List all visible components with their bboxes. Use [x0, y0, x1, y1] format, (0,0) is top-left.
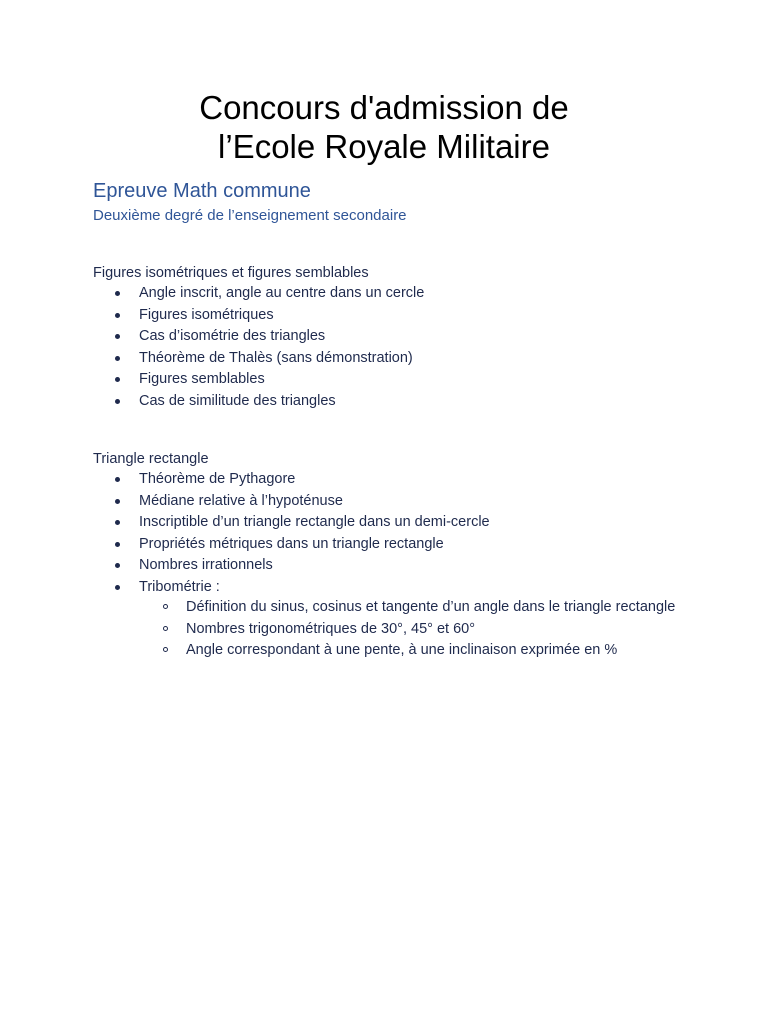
list-item-text: Figures semblables	[139, 371, 265, 387]
section-figures	[93, 263, 683, 412]
list-item-text: Cas de similitude des triangles	[139, 392, 336, 409]
bullet-icon	[115, 334, 120, 339]
bullet-icon	[115, 399, 120, 404]
list-item-text: Inscriptible d’un triangle rectangle dans un demi-cercle	[139, 514, 490, 530]
circle-bullet-icon	[163, 626, 168, 631]
list-item	[93, 555, 683, 577]
list-item-text: Nombres irrationnels	[139, 557, 273, 573]
list-item	[93, 305, 683, 327]
section-title: Triangle rectangle	[93, 451, 209, 467]
list-item-text: Médiane relative à l’hypoténuse	[139, 492, 343, 509]
section-title: Figures isométriques et figures semblables	[93, 265, 369, 281]
list-item	[93, 391, 683, 413]
title-line-2: l’Ecole Royale Militaire	[218, 128, 550, 165]
list-item	[93, 577, 683, 660]
circle-bullet-icon	[163, 604, 168, 609]
list-item	[93, 512, 683, 534]
list-item	[93, 326, 683, 348]
circle-bullet-icon	[163, 647, 168, 652]
sub-list	[93, 598, 683, 659]
bullet-icon	[115, 563, 120, 568]
sub-list-item-text: Nombres trigonométriques de 30°, 45° et 60°	[186, 620, 476, 637]
bullet-icon	[115, 477, 120, 482]
list-item-text: Théorème de Thalès (sans démonstration)	[139, 349, 413, 366]
bullet-icon	[115, 499, 120, 504]
bullet-icon	[115, 520, 120, 525]
list-item	[93, 369, 683, 391]
sub-list-item-text: Angle correspondant à une pente, à une inclinaison exprimée en %	[186, 642, 618, 658]
bullet-list	[93, 283, 683, 412]
bullet-icon	[115, 291, 120, 296]
bullet-icon	[115, 377, 120, 382]
list-item-text: Cas d’isométrie des triangles	[139, 328, 326, 344]
list-item	[93, 534, 683, 556]
list-item-text: Figures isométriques	[139, 306, 274, 323]
bullet-icon	[115, 313, 120, 318]
sub-list-item	[93, 598, 683, 616]
sub-list-item	[93, 641, 683, 659]
bullet-icon	[115, 542, 120, 547]
list-item-text: Propriétés métriques dans un triangle rectangle	[139, 535, 444, 552]
list-item	[93, 348, 683, 370]
section-triangle-rectangle	[93, 449, 683, 663]
title-line-1: Concours d'admission de	[199, 89, 569, 126]
bullet-icon	[115, 356, 120, 361]
list-item	[93, 469, 683, 491]
exam-heading: Epreuve Math commune	[93, 180, 311, 202]
list-item	[93, 491, 683, 513]
bullet-list	[93, 469, 683, 659]
bullet-icon	[115, 585, 120, 590]
exam-subtitle: Deuxième degré de l’enseignement secondaire	[93, 207, 407, 224]
list-item-text: Tribométrie :	[139, 578, 220, 595]
sub-list-item	[93, 620, 683, 638]
list-item-text: Angle inscrit, angle au centre dans un cercle	[139, 285, 425, 301]
list-item-text: Théorème de Pythagore	[139, 471, 296, 487]
list-item	[93, 283, 683, 305]
sub-list-item-text: Définition du sinus, cosinus et tangente d’un angle dans le triangle rectangle	[186, 599, 676, 615]
page-title	[0, 88, 768, 166]
